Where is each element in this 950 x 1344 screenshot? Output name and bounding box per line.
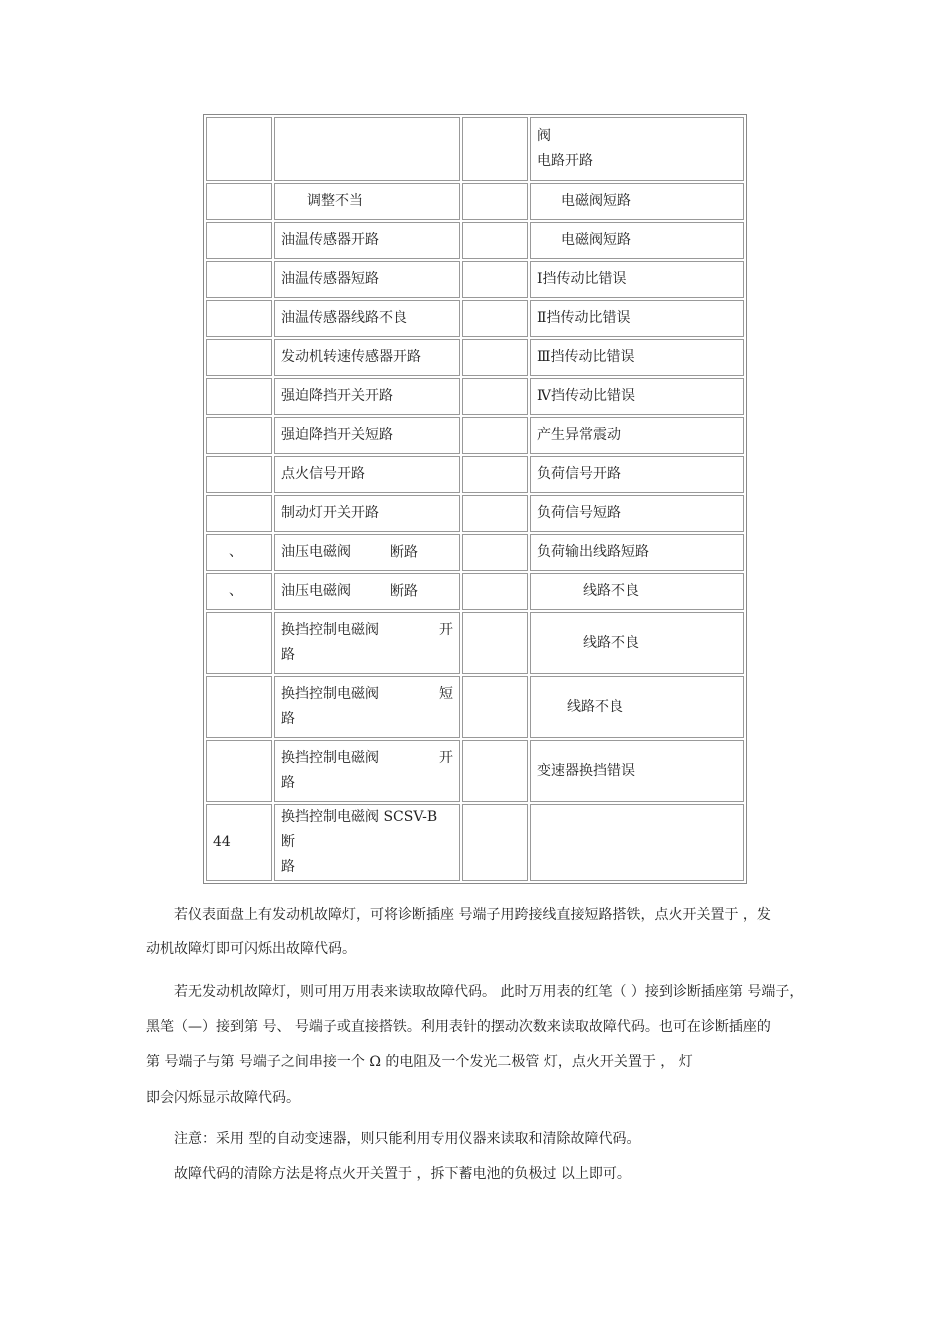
code-cell bbox=[206, 261, 272, 298]
table-row bbox=[206, 612, 744, 674]
fault-cell: Ⅱ挡传动比错误 bbox=[530, 300, 744, 337]
code-cell bbox=[206, 300, 272, 337]
table-row bbox=[206, 804, 744, 881]
fault-text: 油压电磁阀 bbox=[281, 583, 351, 599]
table-row bbox=[206, 378, 744, 415]
paragraph-1 bbox=[146, 904, 806, 926]
paragraph-2-cont bbox=[146, 1016, 806, 1038]
fault-text: 开 bbox=[439, 622, 453, 638]
paragraph-text: 黑笔（—）接到第 号、 号端子或直接搭铁。利用表针的摆动次数来读取故障代码。也可在诊断插座的 bbox=[146, 1019, 771, 1035]
code-cell bbox=[206, 378, 272, 415]
code-cell bbox=[206, 339, 272, 376]
fault-cell: Ⅳ挡传动比错误 bbox=[530, 378, 744, 415]
code-cell bbox=[206, 417, 272, 454]
fault-cell: 线路不良 bbox=[530, 676, 744, 738]
code-cell bbox=[462, 612, 528, 674]
fault-text: 断路 bbox=[390, 583, 418, 599]
code-cell bbox=[462, 573, 528, 610]
code-cell bbox=[206, 222, 272, 259]
fault-cell bbox=[274, 740, 460, 802]
fault-cell: 油温传感器短路 bbox=[274, 261, 460, 298]
code-cell bbox=[462, 183, 528, 220]
fault-cell: 负荷信号短路 bbox=[530, 495, 744, 532]
paragraph-note bbox=[146, 1128, 806, 1150]
code-cell: 、 bbox=[206, 573, 272, 610]
fault-line: 路 bbox=[281, 775, 295, 791]
code-cell bbox=[206, 676, 272, 738]
fault-cell: 线路不良 bbox=[530, 612, 744, 674]
table-row bbox=[206, 740, 744, 802]
fault-cell: 油温传感器线路不良 bbox=[274, 300, 460, 337]
fault-text: 换挡控制电磁阀 bbox=[281, 750, 379, 766]
fault-cell bbox=[274, 612, 460, 674]
fault-text: 短 bbox=[439, 686, 453, 702]
fault-text: 油压电磁阀 bbox=[281, 544, 351, 560]
fault-line bbox=[281, 682, 453, 707]
fault-line: 路 bbox=[281, 711, 295, 727]
fault-cell: 强迫降挡开关开路 bbox=[274, 378, 460, 415]
fault-cell bbox=[530, 804, 744, 881]
paragraph-text: 动机故障灯即可闪烁出故障代码。 bbox=[146, 941, 356, 957]
code-cell bbox=[206, 117, 272, 181]
fault-line: 路 bbox=[281, 647, 295, 663]
code-cell bbox=[462, 222, 528, 259]
fault-cell: Ⅰ挡传动比错误 bbox=[530, 261, 744, 298]
table-row bbox=[206, 261, 744, 298]
fault-cell bbox=[274, 804, 460, 881]
fault-line: 换挡控制电磁阀 SCSV-B 断 bbox=[281, 809, 438, 850]
paragraph-text: 若无发动机故障灯，则可用万用表来读取故障代码。 此时万用表的红笔（ ）接到诊断插座第 号端子， bbox=[174, 984, 804, 1000]
fault-text: 断路 bbox=[390, 544, 418, 560]
code-cell bbox=[462, 339, 528, 376]
table-row bbox=[206, 456, 744, 493]
fault-cell: 调整不当 bbox=[274, 183, 460, 220]
fault-cell bbox=[274, 117, 460, 181]
fault-line: 路 bbox=[281, 859, 295, 875]
fault-line bbox=[281, 618, 453, 643]
code-cell: 44 bbox=[206, 804, 272, 881]
code-cell bbox=[462, 300, 528, 337]
paragraph-2 bbox=[146, 981, 806, 1003]
fault-cell: 线路不良 bbox=[530, 573, 744, 610]
table-row bbox=[206, 300, 744, 337]
fault-cell: 负荷信号开路 bbox=[530, 456, 744, 493]
code-cell bbox=[206, 183, 272, 220]
table-row bbox=[206, 417, 744, 454]
fault-code-table bbox=[203, 114, 747, 884]
fault-line: 阀 bbox=[537, 128, 551, 144]
fault-cell: 强迫降挡开关短路 bbox=[274, 417, 460, 454]
table-row bbox=[206, 676, 744, 738]
code-cell bbox=[462, 534, 528, 571]
fault-cell: 电磁阀短路 bbox=[530, 183, 744, 220]
fault-text: 换挡控制电磁阀 bbox=[281, 686, 379, 702]
code-cell bbox=[206, 740, 272, 802]
code-cell bbox=[462, 495, 528, 532]
fault-cell: 变速器换挡错误 bbox=[530, 740, 744, 802]
fault-cell: Ⅲ挡传动比错误 bbox=[530, 339, 744, 376]
table-row bbox=[206, 183, 744, 220]
fault-cell bbox=[274, 534, 460, 571]
paragraph-text: 若仪表面盘上有发动机故障灯，可将诊断插座 号端子用跨接线直接短路搭铁，点火开关置于 ，发 bbox=[174, 907, 771, 923]
code-cell bbox=[462, 261, 528, 298]
fault-cell: 负荷输出线路短路 bbox=[530, 534, 744, 571]
fault-cell bbox=[530, 117, 744, 181]
fault-cell bbox=[274, 676, 460, 738]
code-cell bbox=[462, 456, 528, 493]
table-row bbox=[206, 495, 744, 532]
code-cell bbox=[206, 495, 272, 532]
paragraph-clear-method bbox=[146, 1163, 806, 1185]
fault-text: 换挡控制电磁阀 bbox=[281, 622, 379, 638]
paragraph-2-cont bbox=[146, 1051, 806, 1073]
fault-cell: 油温传感器开路 bbox=[274, 222, 460, 259]
fault-line bbox=[281, 746, 453, 771]
table-row bbox=[206, 117, 744, 181]
paragraph-2-cont bbox=[146, 1087, 806, 1109]
paragraph-text: 第 号端子与第 号端子之间串接一个 Ω 的电阻及一个发光二极管 灯，点火开关置于 ， 灯 bbox=[146, 1054, 693, 1070]
paragraph-text: 故障代码的清除方法是将点火开关置于 ，拆下蓄电池的负极过 以上即可。 bbox=[174, 1166, 631, 1182]
table-row bbox=[206, 534, 744, 571]
paragraph-text: 注意：采用 型的自动变速器，则只能利用专用仪器来读取和清除故障代码。 bbox=[174, 1131, 641, 1147]
fault-cell: 电磁阀短路 bbox=[530, 222, 744, 259]
table-row bbox=[206, 222, 744, 259]
code-cell bbox=[462, 417, 528, 454]
fault-text: 开 bbox=[439, 750, 453, 766]
code-cell bbox=[462, 378, 528, 415]
table-row bbox=[206, 339, 744, 376]
code-cell: 、 bbox=[206, 534, 272, 571]
fault-line: 电路开路 bbox=[537, 153, 593, 169]
code-cell bbox=[462, 117, 528, 181]
fault-cell: 发动机转速传感器开路 bbox=[274, 339, 460, 376]
code-cell bbox=[462, 804, 528, 881]
fault-cell bbox=[274, 573, 460, 610]
code-cell bbox=[462, 740, 528, 802]
paragraph-1-cont bbox=[146, 938, 806, 960]
fault-cell: 点火信号开路 bbox=[274, 456, 460, 493]
code-cell bbox=[206, 612, 272, 674]
table-row bbox=[206, 573, 744, 610]
code-cell bbox=[462, 676, 528, 738]
paragraph-text: 即会闪烁显示故障代码。 bbox=[146, 1090, 300, 1106]
code-cell bbox=[206, 456, 272, 493]
fault-cell: 制动灯开关开路 bbox=[274, 495, 460, 532]
fault-cell: 产生异常震动 bbox=[530, 417, 744, 454]
